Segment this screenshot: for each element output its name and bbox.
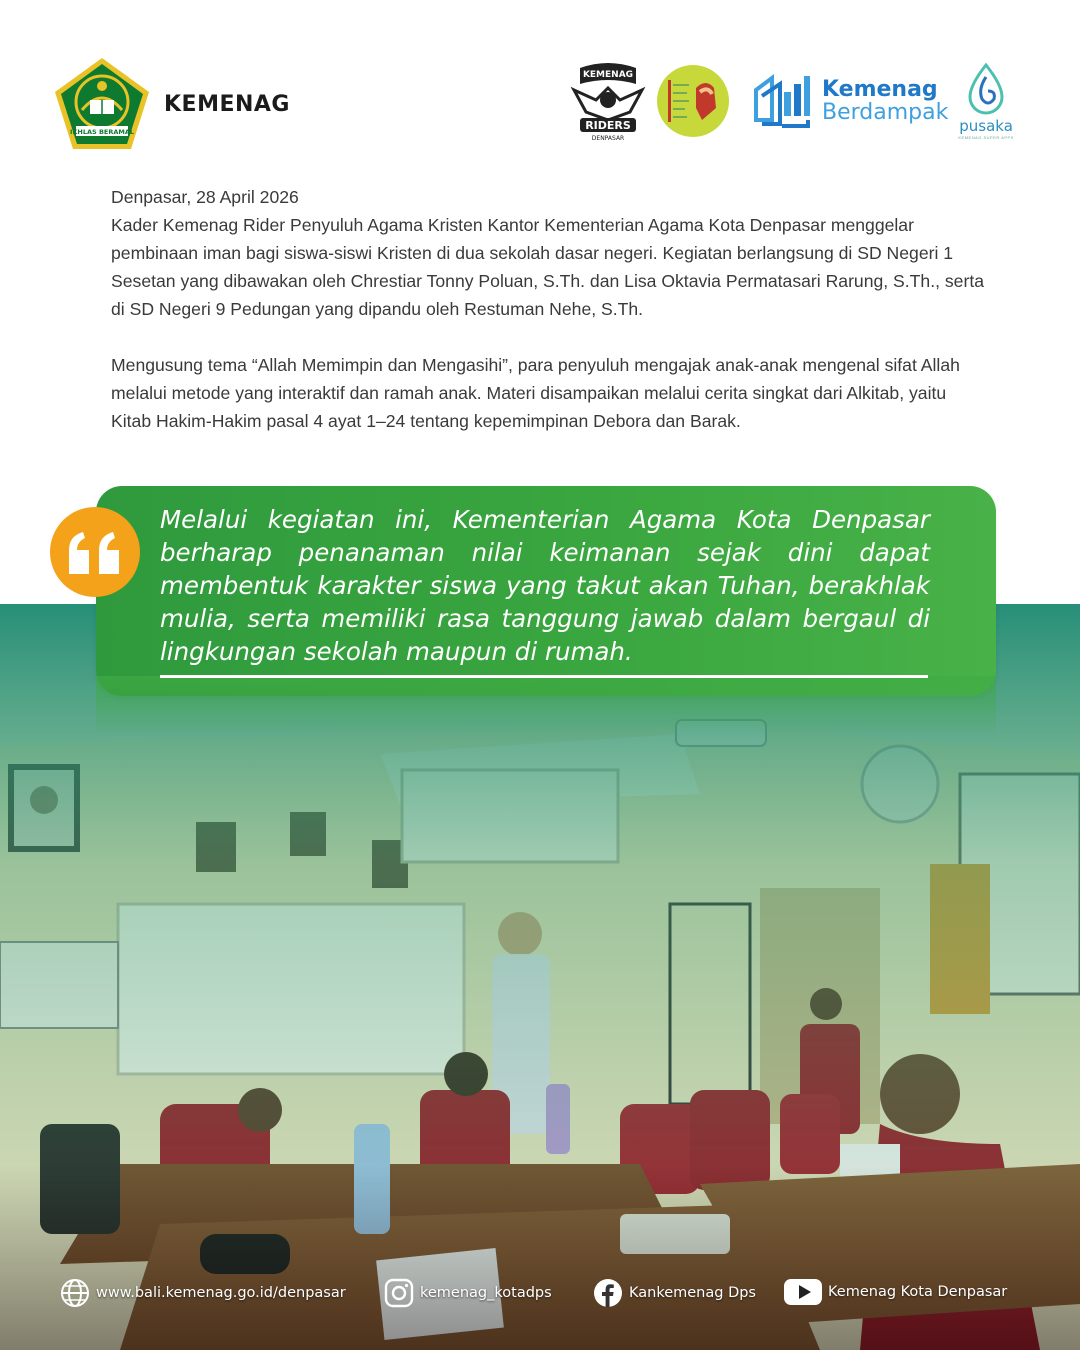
berdampak-line2: Berdampak: [822, 100, 949, 125]
article-date: Denpasar, 28 April 2026: [111, 187, 299, 207]
brand: [52, 56, 290, 152]
riders-bottom-text: DENPASAR: [591, 135, 625, 142]
article-paragraph-1: Kader Kemenag Rider Penyuluh Agama Kristen Kantor Kementerian Agama Kota Denpasar menggelar pembinaan iman bagi siswa-siswi Kristen di dua sekolah dasar negeri. Kegiatan berlangsung di SD Negeri 1 Sesetan yang dibawakan oleh Chrestiar Tonny Poluan, S.Th. dan Lisa Oktavia Permatasari Rarung, S.Th., serta di SD Negeri 9 Pedungan yang dipandu oleh Restuman Nehe, S.Th.: [111, 215, 984, 319]
berdampak-line1: Kemenag: [822, 76, 938, 102]
berdampak-chart-icon: [752, 70, 812, 132]
instagram-icon: [384, 1278, 414, 1308]
footer-website[interactable]: [60, 1278, 346, 1308]
riders-logo-icon: [570, 60, 646, 142]
brand-name: KEMENAG: [164, 91, 290, 117]
youtube-icon: [784, 1278, 822, 1306]
kemenag-emblem-icon: [52, 56, 152, 152]
riders-top-text: KEMENAG: [582, 70, 634, 80]
pusaka-drop-icon: [966, 63, 1006, 115]
emblem-text: IKHLAS BERAMAL: [69, 128, 135, 136]
footer-website-text[interactable]: www.bali.kemenag.go.id/denpasar: [96, 1285, 346, 1301]
berdampak-logo: [752, 70, 948, 132]
riders-main-text: RIDERS: [585, 119, 631, 132]
footer: [0, 1270, 1080, 1316]
footer-facebook-text[interactable]: Kankemenag Dps: [629, 1285, 756, 1301]
article-body: [111, 183, 991, 435]
article-paragraph-2: Mengusung tema “Allah Memimpin dan Mengasihi”, para penyuluh mengajak anak-anak mengenal sifat Allah melalui metode yang interaktif dan ramah anak. Materi disampaikan melalui cerita singkat dari Alkitab, yaitu Kitab Hakim-Hakim pasal 4 ayat 1–24 tentang kepemimpinan Debora dan Barak.: [111, 355, 960, 431]
quote-underline: [160, 675, 928, 678]
footer-facebook[interactable]: [593, 1278, 756, 1308]
pusaka-name: pusaka: [959, 116, 1013, 135]
globe-icon: [60, 1278, 90, 1308]
facebook-icon: [593, 1278, 623, 1308]
quote-mark-icon: [50, 507, 140, 597]
footer-youtube-text[interactable]: Kemenag Kota Denpasar: [828, 1284, 1008, 1300]
footer-instagram-text[interactable]: kemenag_kotadps: [420, 1285, 552, 1301]
pusaka-tagline: KEMENAG SUPER APPS: [958, 134, 1014, 140]
quote-text: Melalui kegiatan ini, Kementerian Agama Kota Denpasar berharap penanaman nilai keimanan sejak dini dapat membentuk karakter siswa yang takut akan Tuhan, berakhlak mulia, serta memiliki rasa tanggung jawab dalam bergaul di lingkungan sekolah maupun di rumah.: [160, 505, 930, 666]
footer-instagram[interactable]: [384, 1278, 552, 1308]
header: [0, 0, 1080, 170]
pusaka-logo: [958, 63, 1013, 140]
partner-logos: [570, 60, 1014, 142]
moderasi-logo-icon: [656, 64, 730, 138]
footer-youtube[interactable]: [784, 1278, 1007, 1306]
